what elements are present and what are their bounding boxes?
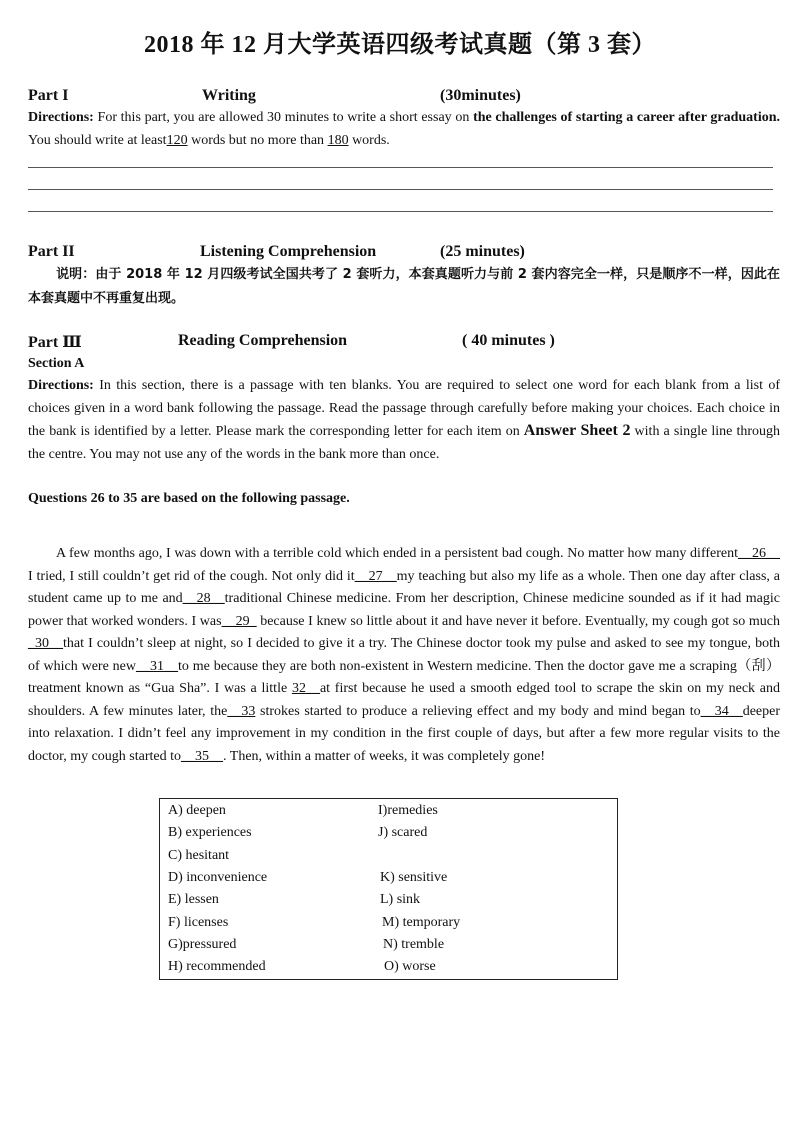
- word-bank-option: L) sink: [380, 892, 421, 907]
- blank-31: __31__: [136, 658, 178, 674]
- section-a-heading: Section A: [28, 356, 85, 371]
- word-bank-option: N) tremble: [383, 937, 445, 952]
- part1-label: Part I: [28, 87, 69, 104]
- directions-text: words.: [348, 132, 390, 148]
- answer-line: [28, 211, 773, 212]
- passage-text: A few months ago, I was down with a terrible cold which ended in a persistent bad cough. No matter how many different: [56, 546, 738, 561]
- passage-text: . Then, within a matter of weeks, it was completely gone!: [223, 748, 546, 764]
- directions-text: In this section, there is a passage with ten blanks. You are required to select one word for each blank from a list of choices given in a word bank following the passage. Read the passage through carefully before making your choices. Each choice in the bank is identified by a letter. Please mark the corresponding letter for each item on: [28, 378, 780, 439]
- questions-heading: Questions 26 to 35 are based on the following passage.: [28, 491, 350, 506]
- part3-time: ( 40 minutes ): [462, 332, 555, 349]
- part2-note: [28, 263, 780, 311]
- word-bank-option: A) deepen: [168, 803, 226, 818]
- blank-28: __28__: [182, 591, 225, 606]
- directions-text: with a single line through the centre. You may not use any of the words in the bank more than once.: [28, 424, 781, 462]
- word-bank-option: B) experiences: [168, 825, 252, 840]
- passage-text: that I couldn’t sleep at night, so I decided to give it a try. The Chinese doctor took my pulse and asked to see my tongue, both of which were new: [28, 636, 780, 674]
- part2-note-text: 说明：由于 2018 年 12 月四级考试全国共考了 2 套听力，本套真题听力与前 2 套内容完全一样，只是顺序不一样，因此在本套真题中不再重复出现。: [28, 267, 780, 306]
- part3-directions: [28, 375, 780, 466]
- part1-header: [28, 87, 778, 109]
- passage-text: to me because they are both non-existent in Western medicine. Then the doctor gave me a scraping（刮）treatment known as “Gua Sha”. I was a little: [28, 658, 781, 696]
- word-bank-option: H) recommended: [168, 959, 266, 974]
- passage-text: traditional Chinese medicine. From her description, Chinese medicine sounded as if it had magic power that worked wonders. I was: [28, 591, 780, 629]
- min-words: 120: [166, 132, 188, 148]
- word-bank-option: D) inconvenience: [168, 870, 268, 885]
- part2-header: [28, 243, 778, 265]
- part3-header: [28, 332, 778, 354]
- passage-text: deeper into relaxation. I didn’t feel any improvement in my condition in the first couple of days, but after a few more regular visits to the doctor, my cough started to: [28, 703, 780, 764]
- blank-29: __29_: [221, 613, 257, 629]
- part1-time: (30minutes): [440, 87, 521, 104]
- word-bank-option: O) worse: [384, 959, 436, 974]
- answer-sheet-label: Answer Sheet 2: [523, 422, 631, 439]
- part3-name: Reading Comprehension: [178, 332, 348, 349]
- part2-name: Listening Comprehension: [200, 243, 377, 260]
- word-bank-option: J) scared: [378, 825, 428, 840]
- word-bank-option: M) temporary: [382, 915, 461, 930]
- blank-35: __35__: [181, 748, 224, 764]
- answer-line: [28, 189, 773, 190]
- part1-name: Writing: [202, 87, 256, 104]
- blank-32: 32__: [291, 681, 320, 696]
- part1-directions: [28, 107, 780, 152]
- word-bank-option: F) licenses: [168, 915, 229, 930]
- passage-text: strokes started to produce a relieving effect and my body and mind began to: [255, 703, 701, 719]
- blank-30: _30__: [28, 636, 63, 651]
- word-bank-option: K) sensitive: [380, 870, 448, 885]
- blank-34: __34__: [700, 703, 743, 719]
- blank-33: __33: [227, 703, 256, 719]
- directions-text: words but no more than: [187, 132, 328, 148]
- part2-label: Part II: [28, 243, 75, 260]
- passage-text: I tried, I still couldn’t get rid of the cough. Not only did it: [28, 568, 355, 584]
- passage-text: my teaching but also my life as a whole. Then one day after class, a student came up to me and: [28, 568, 780, 606]
- page-title: 2018 年 12 月大学英语四级考试真题（第 3 套）: [144, 32, 656, 58]
- part3-label: Part Ⅲ: [28, 334, 82, 351]
- answer-line: [28, 167, 773, 168]
- passage-text: at first because he used a smooth edged tool to scrape the skin on my neck and shoulders. A few minutes later, the: [28, 681, 780, 719]
- essay-topic: the challenges of starting a career after graduation.: [473, 110, 780, 125]
- directions-label: Directions:: [28, 110, 94, 125]
- blank-27: __27__: [354, 568, 397, 584]
- directions-text: You should write at least: [28, 132, 167, 148]
- directions-text: For this part, you are allowed 30 minutes to write a short essay on: [93, 110, 474, 125]
- blank-26: __26__: [738, 546, 780, 561]
- word-bank-option: C) hesitant: [168, 848, 230, 863]
- part2-time: (25 minutes): [440, 243, 525, 260]
- directions-label: Directions:: [28, 378, 94, 393]
- word-bank-option: G)pressured: [168, 937, 237, 952]
- word-bank: [159, 798, 618, 980]
- reading-passage: [28, 543, 780, 768]
- max-words: 180: [327, 132, 349, 148]
- word-bank-option: E) lessen: [168, 892, 219, 907]
- passage-text: because I knew so little about it and have never it before. Eventually, my cough got so much: [256, 613, 780, 629]
- word-bank-option: I)remedies: [378, 803, 438, 818]
